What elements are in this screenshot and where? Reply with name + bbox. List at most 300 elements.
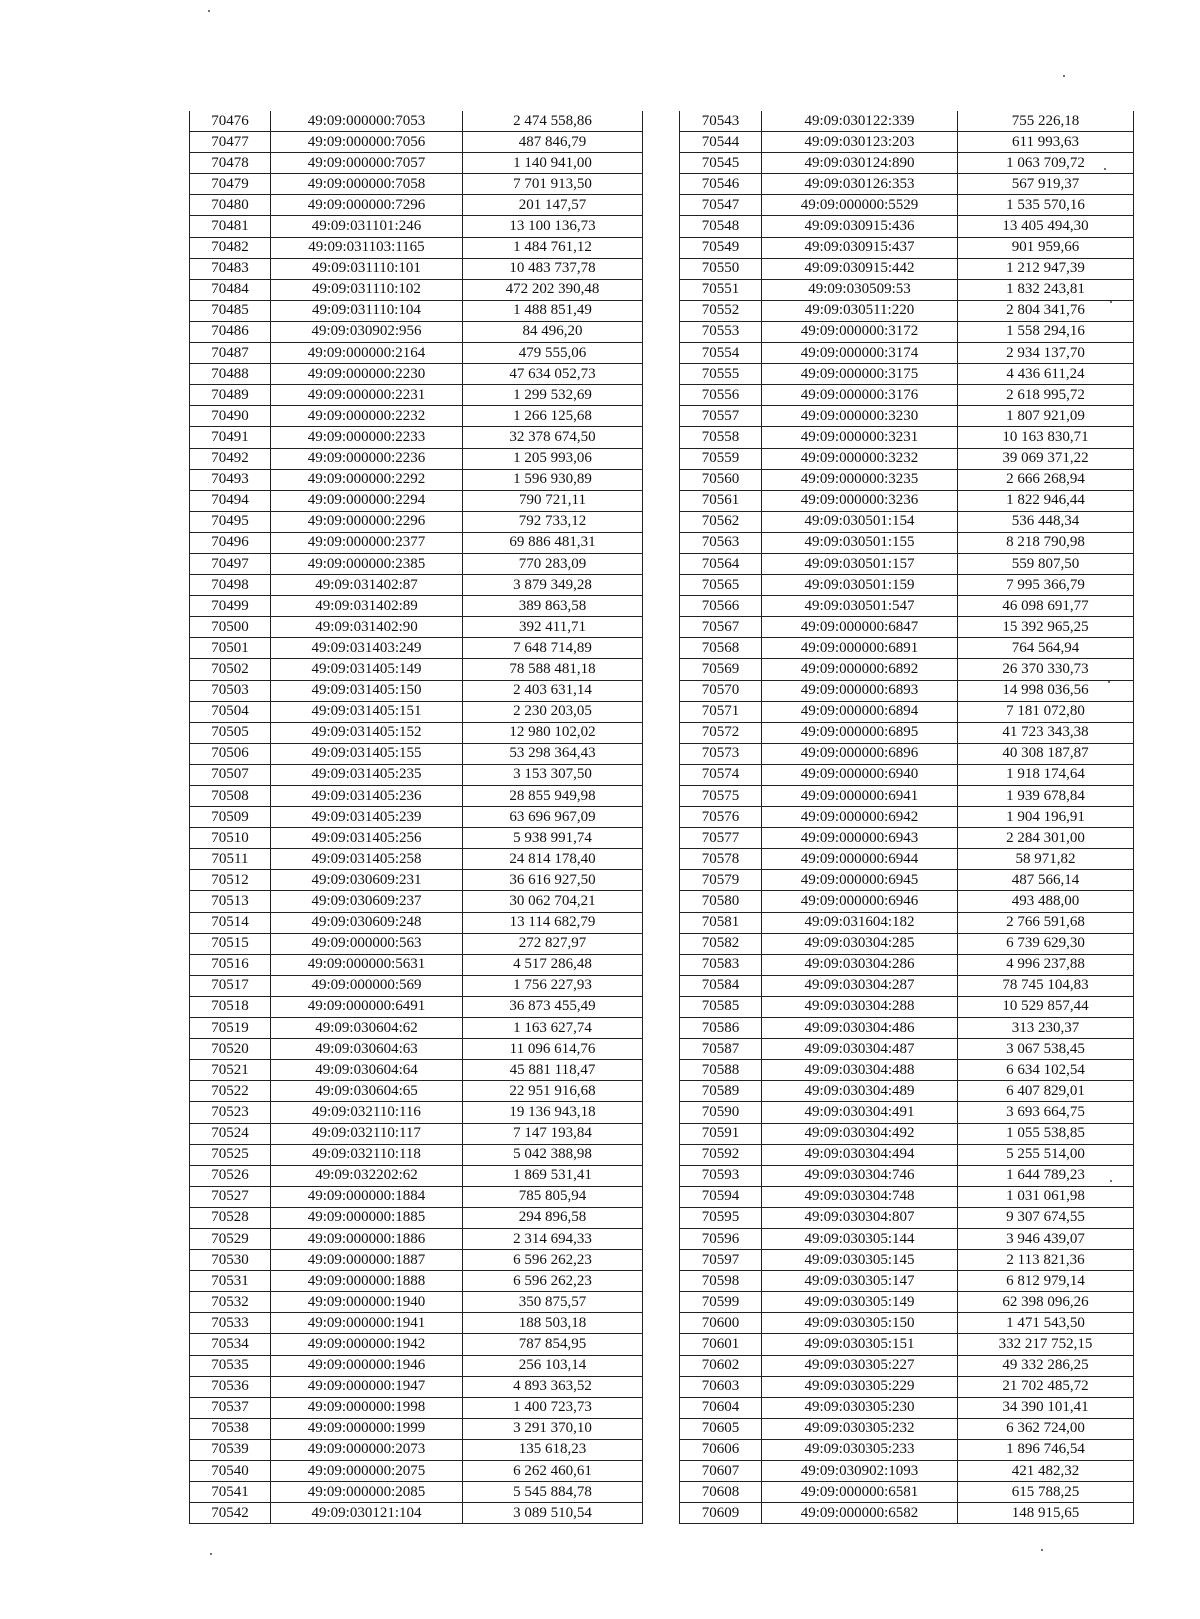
row-number-cell: 70601 [680,1334,762,1355]
cadastral-number-cell: 49:09:000000:7056 [271,132,463,153]
table-row [190,1102,643,1123]
table-row [680,1102,1134,1123]
table-row [190,891,643,912]
row-number-cell: 70568 [680,638,762,659]
row-number-cell: 70555 [680,364,762,385]
row-number-cell: 70585 [680,996,762,1017]
amount-cell: 1 822 946,44 [958,490,1134,511]
row-number-cell: 70491 [190,427,271,448]
row-number-cell: 70595 [680,1207,762,1228]
cadastral-number-cell: 49:09:031110:101 [271,258,463,279]
row-number-cell: 70550 [680,258,762,279]
cadastral-number-cell: 49:09:000000:2377 [271,532,463,553]
amount-cell: 13 405 494,30 [958,216,1134,237]
amount-cell: 28 855 949,98 [463,786,643,807]
row-number-cell: 70602 [680,1355,762,1376]
amount-cell: 41 723 343,38 [958,722,1134,743]
table-row [680,343,1134,364]
cadastral-number-cell: 49:09:000000:6895 [762,722,958,743]
row-number-cell: 70592 [680,1144,762,1165]
right-table [679,111,1134,1524]
cadastral-number-cell: 49:09:000000:1887 [271,1250,463,1271]
scan-speck [1110,1180,1112,1182]
amount-cell: 6 362 724,00 [958,1418,1134,1439]
amount-cell: 1 400 723,73 [463,1397,643,1418]
cadastral-number-cell: 49:09:030304:286 [762,954,958,975]
table-row [680,1292,1134,1313]
amount-cell: 755 226,18 [958,111,1134,132]
cadastral-number-cell: 49:09:000000:3231 [762,427,958,448]
table-row [190,1397,643,1418]
table-row [190,279,643,300]
cadastral-number-cell: 49:09:030305:232 [762,1418,958,1439]
table-row [680,511,1134,532]
row-number-cell: 70519 [190,1018,271,1039]
row-number-cell: 70556 [680,385,762,406]
row-number-cell: 70536 [190,1376,271,1397]
table-row [680,1461,1134,1482]
cadastral-number-cell: 49:09:000000:3236 [762,490,958,511]
row-number-cell: 70497 [190,553,271,574]
table-row [190,933,643,954]
row-number-cell: 70583 [680,954,762,975]
row-number-cell: 70591 [680,1123,762,1144]
cadastral-number-cell: 49:09:000000:6891 [762,638,958,659]
amount-cell: 4 517 286,48 [463,954,643,975]
row-number-cell: 70589 [680,1081,762,1102]
row-number-cell: 70489 [190,385,271,406]
cadastral-number-cell: 49:09:031110:102 [271,279,463,300]
row-number-cell: 70499 [190,596,271,617]
cadastral-number-cell: 49:09:032110:118 [271,1144,463,1165]
amount-cell: 49 332 286,25 [958,1355,1134,1376]
cadastral-number-cell: 49:09:030604:62 [271,1018,463,1039]
amount-cell: 40 308 187,87 [958,743,1134,764]
amount-cell: 6 634 102,54 [958,1060,1134,1081]
row-number-cell: 70495 [190,511,271,532]
table-row [680,680,1134,701]
table-row [680,1039,1134,1060]
table-row [680,701,1134,722]
table-row [190,1144,643,1165]
amount-cell: 2 314 694,33 [463,1228,643,1249]
cadastral-number-cell: 49:09:030604:65 [271,1081,463,1102]
amount-cell: 3 291 370,10 [463,1418,643,1439]
amount-cell: 1 756 227,93 [463,975,643,996]
row-number-cell: 70574 [680,764,762,785]
table-row [190,954,643,975]
cadastral-number-cell: 49:09:030305:150 [762,1313,958,1334]
row-number-cell: 70581 [680,912,762,933]
table-row [190,786,643,807]
row-number-cell: 70593 [680,1165,762,1186]
cadastral-number-cell: 49:09:000000:2385 [271,553,463,574]
amount-cell: 1 471 543,50 [958,1313,1134,1334]
cadastral-number-cell: 49:09:000000:5631 [271,954,463,975]
cadastral-number-cell: 49:09:000000:6582 [762,1503,958,1524]
amount-cell: 30 062 704,21 [463,891,643,912]
table-row [190,174,643,195]
cadastral-number-cell: 49:09:000000:569 [271,975,463,996]
table-row [190,1018,643,1039]
cadastral-number-cell: 49:09:000000:6847 [762,617,958,638]
cadastral-number-cell: 49:09:000000:2236 [271,448,463,469]
amount-cell: 24 814 178,40 [463,849,643,870]
row-number-cell: 70557 [680,406,762,427]
table-row [190,996,643,1017]
cadastral-number-cell: 49:09:000000:3176 [762,385,958,406]
cadastral-number-cell: 49:09:000000:1941 [271,1313,463,1334]
scan-speck [1108,681,1110,683]
row-number-cell: 70569 [680,659,762,680]
table-row [680,575,1134,596]
cadastral-number-cell: 49:09:030305:229 [762,1376,958,1397]
amount-cell: 2 804 341,76 [958,300,1134,321]
cadastral-number-cell: 49:09:031103:1165 [271,237,463,258]
table-row [680,1418,1134,1439]
cadastral-number-cell: 49:09:000000:1947 [271,1376,463,1397]
cadastral-number-cell: 49:09:000000:2073 [271,1439,463,1460]
table-row [190,258,643,279]
table-row [680,617,1134,638]
row-number-cell: 70570 [680,680,762,701]
amount-cell: 46 098 691,77 [958,596,1134,617]
cadastral-number-cell: 49:09:000000:7296 [271,195,463,216]
row-number-cell: 70551 [680,279,762,300]
table-row [680,321,1134,342]
amount-cell: 1 031 061,98 [958,1186,1134,1207]
amount-cell: 78 588 481,18 [463,659,643,680]
amount-cell: 487 566,14 [958,870,1134,891]
cadastral-number-cell: 49:09:000000:6941 [762,786,958,807]
row-number-cell: 70521 [190,1060,271,1081]
cadastral-number-cell: 49:09:030304:487 [762,1039,958,1060]
table-row [680,870,1134,891]
cadastral-number-cell: 49:09:031405:256 [271,828,463,849]
amount-cell: 2 230 203,05 [463,701,643,722]
table-row [190,1250,643,1271]
table-row [680,111,1134,132]
amount-cell: 13 100 136,73 [463,216,643,237]
row-number-cell: 70541 [190,1482,271,1503]
cadastral-number-cell: 49:09:000000:2294 [271,490,463,511]
amount-cell: 1 205 993,06 [463,448,643,469]
table-row [680,132,1134,153]
row-number-cell: 70588 [680,1060,762,1081]
row-number-cell: 70607 [680,1461,762,1482]
cadastral-number-cell: 49:09:030304:746 [762,1165,958,1186]
left-table-body [190,111,643,1524]
amount-cell: 611 993,63 [958,132,1134,153]
row-number-cell: 70564 [680,553,762,574]
cadastral-number-cell: 49:09:030126:353 [762,174,958,195]
row-number-cell: 70606 [680,1439,762,1460]
amount-cell: 1 904 196,91 [958,807,1134,828]
amount-cell: 421 482,32 [958,1461,1134,1482]
cadastral-number-cell: 49:09:000000:6940 [762,764,958,785]
cadastral-number-cell: 49:09:030305:233 [762,1439,958,1460]
cadastral-number-cell: 49:09:030604:64 [271,1060,463,1081]
amount-cell: 1 063 709,72 [958,153,1134,174]
cadastral-number-cell: 49:09:031402:87 [271,575,463,596]
table-row [190,596,643,617]
amount-cell: 2 618 995,72 [958,385,1134,406]
row-number-cell: 70513 [190,891,271,912]
row-number-cell: 70545 [680,153,762,174]
amount-cell: 62 398 096,26 [958,1292,1134,1313]
table-row [190,132,643,153]
amount-cell: 3 153 307,50 [463,764,643,785]
table-row [680,659,1134,680]
table-row [680,300,1134,321]
table-row [190,237,643,258]
cadastral-number-cell: 49:09:000000:6942 [762,807,958,828]
cadastral-number-cell: 49:09:000000:6894 [762,701,958,722]
cadastral-number-cell: 49:09:030124:890 [762,153,958,174]
amount-cell: 12 980 102,02 [463,722,643,743]
cadastral-number-cell: 49:09:030304:494 [762,1144,958,1165]
amount-cell: 6 812 979,14 [958,1271,1134,1292]
amount-cell: 2 934 137,70 [958,343,1134,364]
amount-cell: 2 403 631,14 [463,680,643,701]
amount-cell: 1 212 947,39 [958,258,1134,279]
row-number-cell: 70530 [190,1250,271,1271]
table-row [190,1503,643,1524]
cadastral-number-cell: 49:09:031405:150 [271,680,463,701]
amount-cell: 7 701 913,50 [463,174,643,195]
cadastral-number-cell: 49:09:031402:89 [271,596,463,617]
table-row [680,1376,1134,1397]
cadastral-number-cell: 49:09:031405:236 [271,786,463,807]
cadastral-number-cell: 49:09:030501:154 [762,511,958,532]
amount-cell: 5 545 884,78 [463,1482,643,1503]
amount-cell: 472 202 390,48 [463,279,643,300]
row-number-cell: 70487 [190,343,271,364]
amount-cell: 3 946 439,07 [958,1228,1134,1249]
row-number-cell: 70546 [680,174,762,195]
cadastral-number-cell: 49:09:030902:1093 [762,1461,958,1482]
cadastral-number-cell: 49:09:000000:3172 [762,321,958,342]
amount-cell: 4 996 237,88 [958,954,1134,975]
table-row [190,1292,643,1313]
amount-cell: 14 998 036,56 [958,680,1134,701]
table-row [190,216,643,237]
table-row [680,1313,1134,1334]
row-number-cell: 70540 [190,1461,271,1482]
row-number-cell: 70596 [680,1228,762,1249]
cadastral-number-cell: 49:09:000000:1998 [271,1397,463,1418]
table-row [680,1081,1134,1102]
table-row [680,448,1134,469]
amount-cell: 567 919,37 [958,174,1134,195]
table-row [190,1271,643,1292]
amount-cell: 2 113 821,36 [958,1250,1134,1271]
amount-cell: 39 069 371,22 [958,448,1134,469]
table-row [190,807,643,828]
row-number-cell: 70498 [190,575,271,596]
table-row [680,933,1134,954]
cadastral-number-cell: 49:09:030501:157 [762,553,958,574]
row-number-cell: 70515 [190,933,271,954]
table-row [190,1123,643,1144]
table-row [680,385,1134,406]
table-row [680,532,1134,553]
table-row [680,1144,1134,1165]
table-row [190,1039,643,1060]
scan-speck [208,10,210,12]
cadastral-number-cell: 49:09:030122:339 [762,111,958,132]
cadastral-number-cell: 49:09:000000:1884 [271,1186,463,1207]
table-row [680,1482,1134,1503]
row-number-cell: 70572 [680,722,762,743]
table-row [190,321,643,342]
row-number-cell: 70480 [190,195,271,216]
amount-cell: 8 218 790,98 [958,532,1134,553]
amount-cell: 188 503,18 [463,1313,643,1334]
cadastral-number-cell: 49:09:030304:748 [762,1186,958,1207]
amount-cell: 10 483 737,78 [463,258,643,279]
amount-cell: 84 496,20 [463,321,643,342]
row-number-cell: 70511 [190,849,271,870]
amount-cell: 389 863,58 [463,596,643,617]
table-row [190,343,643,364]
row-number-cell: 70586 [680,1018,762,1039]
amount-cell: 13 114 682,79 [463,912,643,933]
row-number-cell: 70562 [680,511,762,532]
table-row [190,1060,643,1081]
cadastral-number-cell: 49:09:000000:1999 [271,1418,463,1439]
cadastral-number-cell: 49:09:030902:956 [271,321,463,342]
row-number-cell: 70534 [190,1334,271,1355]
table-row [680,1186,1134,1207]
cadastral-number-cell: 49:09:030305:230 [762,1397,958,1418]
table-row [680,1060,1134,1081]
cadastral-number-cell: 49:09:031405:235 [271,764,463,785]
row-number-cell: 70524 [190,1123,271,1144]
row-number-cell: 70516 [190,954,271,975]
cadastral-number-cell: 49:09:032110:117 [271,1123,463,1144]
cadastral-number-cell: 49:09:000000:3232 [762,448,958,469]
table-row [190,1376,643,1397]
table-row [190,1461,643,1482]
cadastral-number-cell: 49:09:000000:6893 [762,680,958,701]
cadastral-number-cell: 49:09:030121:104 [271,1503,463,1524]
amount-cell: 7 648 714,89 [463,638,643,659]
table-row [680,553,1134,574]
row-number-cell: 70505 [190,722,271,743]
table-row [680,807,1134,828]
row-number-cell: 70518 [190,996,271,1017]
amount-cell: 7 995 366,79 [958,575,1134,596]
row-number-cell: 70508 [190,786,271,807]
cadastral-number-cell: 49:09:000000:5529 [762,195,958,216]
table-row [190,1418,643,1439]
cadastral-number-cell: 49:09:000000:6946 [762,891,958,912]
amount-cell: 479 555,06 [463,343,643,364]
table-row [680,743,1134,764]
table-row [680,469,1134,490]
table-row [680,596,1134,617]
table-row [680,996,1134,1017]
row-number-cell: 70488 [190,364,271,385]
row-number-cell: 70548 [680,216,762,237]
table-row [680,722,1134,743]
table-row [190,511,643,532]
cadastral-number-cell: 49:09:000000:563 [271,933,463,954]
table-row [190,1081,643,1102]
amount-cell: 36 873 455,49 [463,996,643,1017]
row-number-cell: 70584 [680,975,762,996]
row-number-cell: 70483 [190,258,271,279]
left-table [189,111,643,1524]
cadastral-number-cell: 49:09:000000:3235 [762,469,958,490]
cadastral-number-cell: 49:09:000000:3174 [762,343,958,364]
amount-cell: 32 378 674,50 [463,427,643,448]
cadastral-number-cell: 49:09:030304:489 [762,1081,958,1102]
cadastral-number-cell: 49:09:000000:1946 [271,1355,463,1376]
row-number-cell: 70566 [680,596,762,617]
cadastral-number-cell: 49:09:030609:231 [271,870,463,891]
table-row [190,743,643,764]
cadastral-number-cell: 49:09:000000:2296 [271,511,463,532]
amount-cell: 15 392 965,25 [958,617,1134,638]
row-number-cell: 70496 [190,532,271,553]
row-number-cell: 70510 [190,828,271,849]
table-row [190,111,643,132]
amount-cell: 1 163 627,74 [463,1018,643,1039]
row-number-cell: 70578 [680,849,762,870]
cadastral-number-cell: 49:09:000000:1888 [271,1271,463,1292]
amount-cell: 6 739 629,30 [958,933,1134,954]
cadastral-number-cell: 49:09:030604:63 [271,1039,463,1060]
table-row [190,1165,643,1186]
table-row [190,870,643,891]
amount-cell: 36 616 927,50 [463,870,643,891]
cadastral-number-cell: 49:09:030511:220 [762,300,958,321]
cadastral-number-cell: 49:09:000000:1940 [271,1292,463,1313]
row-number-cell: 70543 [680,111,762,132]
table-row [190,828,643,849]
table-row [190,427,643,448]
table-row [680,1123,1134,1144]
table-row [680,1207,1134,1228]
cadastral-number-cell: 49:09:031604:182 [762,912,958,933]
amount-cell: 10 163 830,71 [958,427,1134,448]
amount-cell: 1 140 941,00 [463,153,643,174]
cadastral-number-cell: 49:09:031405:258 [271,849,463,870]
row-number-cell: 70500 [190,617,271,638]
row-number-cell: 70567 [680,617,762,638]
amount-cell: 332 217 752,15 [958,1334,1134,1355]
amount-cell: 3 879 349,28 [463,575,643,596]
row-number-cell: 70587 [680,1039,762,1060]
amount-cell: 22 951 916,68 [463,1081,643,1102]
row-number-cell: 70514 [190,912,271,933]
amount-cell: 2 474 558,86 [463,111,643,132]
cadastral-number-cell: 49:09:030305:145 [762,1250,958,1271]
table-row [680,1271,1134,1292]
table-row [190,1439,643,1460]
table-row [680,764,1134,785]
amount-cell: 764 564,94 [958,638,1134,659]
cadastral-number-cell: 49:09:000000:2230 [271,364,463,385]
amount-cell: 6 407 829,01 [958,1081,1134,1102]
table-row [680,258,1134,279]
row-number-cell: 70577 [680,828,762,849]
amount-cell: 2 284 301,00 [958,828,1134,849]
amount-cell: 256 103,14 [463,1355,643,1376]
table-row [190,490,643,511]
